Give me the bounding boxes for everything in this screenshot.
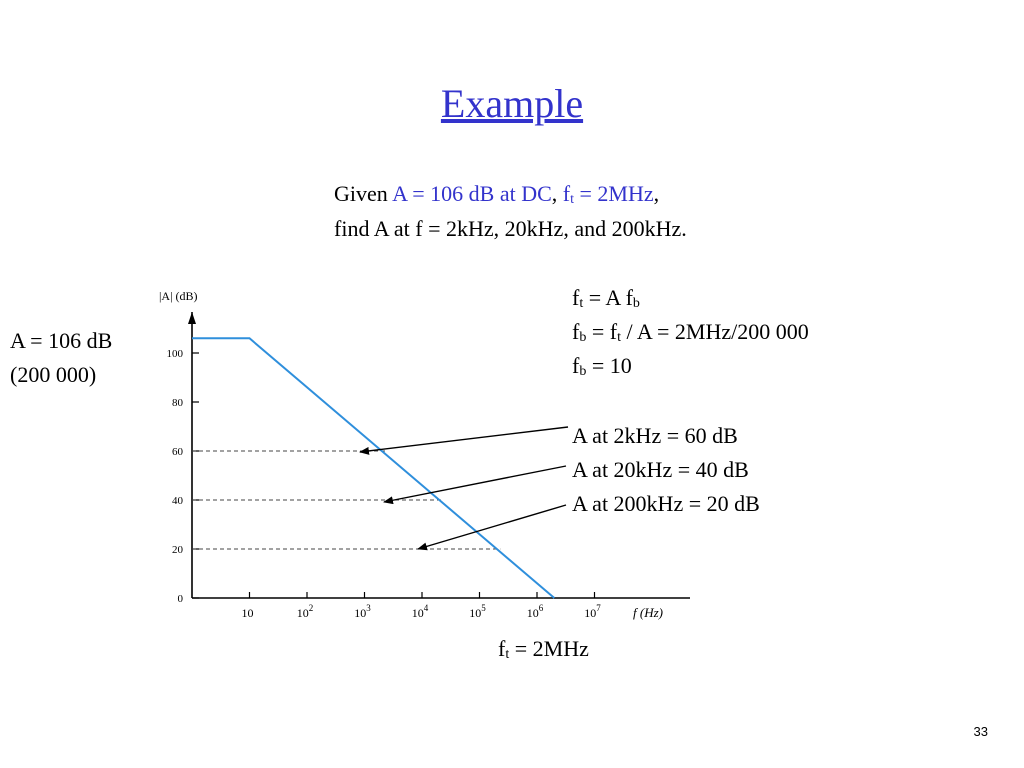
x-tick-label: $10^6$ [526, 603, 544, 620]
formula-part: f [572, 285, 580, 310]
x-tick-label: $10^2$ [296, 603, 314, 620]
result-20khz: A at 20kHz = 40 dB [572, 457, 749, 482]
formula-part: = A f [583, 285, 633, 310]
x-tick-label: $10^4$ [411, 603, 429, 620]
given-ft-f: f [562, 181, 571, 206]
y-tick-label: 20 [172, 544, 183, 556]
y-tick-label: 0 [177, 593, 183, 605]
formula-sub: t [617, 330, 621, 345]
find-line: find A at f = 2kHz, 20kHz, and 200kHz. [334, 216, 687, 241]
response-curve [192, 338, 554, 598]
formula-sub: t [579, 296, 584, 311]
ft-bottom-f: f [498, 636, 506, 661]
y-tick-label: 80 [172, 397, 183, 409]
arrow-2khz [360, 427, 568, 452]
formula-part: f [572, 353, 580, 378]
ft-bottom-sub: t [505, 647, 510, 662]
given-prefix: Given [334, 181, 393, 206]
arrow-200khz [418, 505, 566, 549]
formula-part: / A = 2MHz/200 000 [620, 319, 809, 344]
slide-number: 33 [973, 724, 988, 739]
y-axis-label: |A| (dB) [159, 289, 198, 303]
x-tick-label: $10^3$ [354, 603, 371, 620]
y-tick-label: 40 [172, 495, 183, 507]
x-tick-label: 10 [241, 606, 254, 620]
given-sep1: , [551, 181, 563, 206]
left-label-line2: (200 000) [10, 362, 97, 387]
slide-title: Example [440, 81, 584, 126]
formula-part: = f [586, 319, 618, 344]
formula-part: = 10 [586, 353, 632, 378]
formula-part: f [572, 319, 580, 344]
x-axis-label: f (Hz) [633, 605, 663, 620]
ft-bottom-rest: = 2MHz [509, 636, 589, 661]
formula-sub: b [579, 364, 587, 379]
given-a-value: A = 106 dB at DC [392, 181, 552, 206]
given-ft-sub: t [570, 192, 574, 207]
given-ft-value: = 2MHz [573, 181, 654, 206]
result-200khz: A at 200kHz = 20 dB [572, 491, 760, 516]
x-tick-label: $10^5$ [469, 603, 486, 620]
formula-sub: b [632, 296, 640, 311]
x-tick-label: $10^7$ [584, 603, 601, 620]
y-tick-label: 100 [166, 348, 183, 360]
left-label-line1: A = 106 dB [10, 328, 113, 353]
y-tick-label: 60 [172, 446, 183, 458]
result-2khz: A at 2kHz = 60 dB [572, 423, 738, 448]
arrow-20khz [384, 466, 566, 502]
formula-sub: b [579, 330, 587, 345]
given-sep2: , [653, 181, 660, 206]
y-axis-arrow [188, 312, 196, 324]
